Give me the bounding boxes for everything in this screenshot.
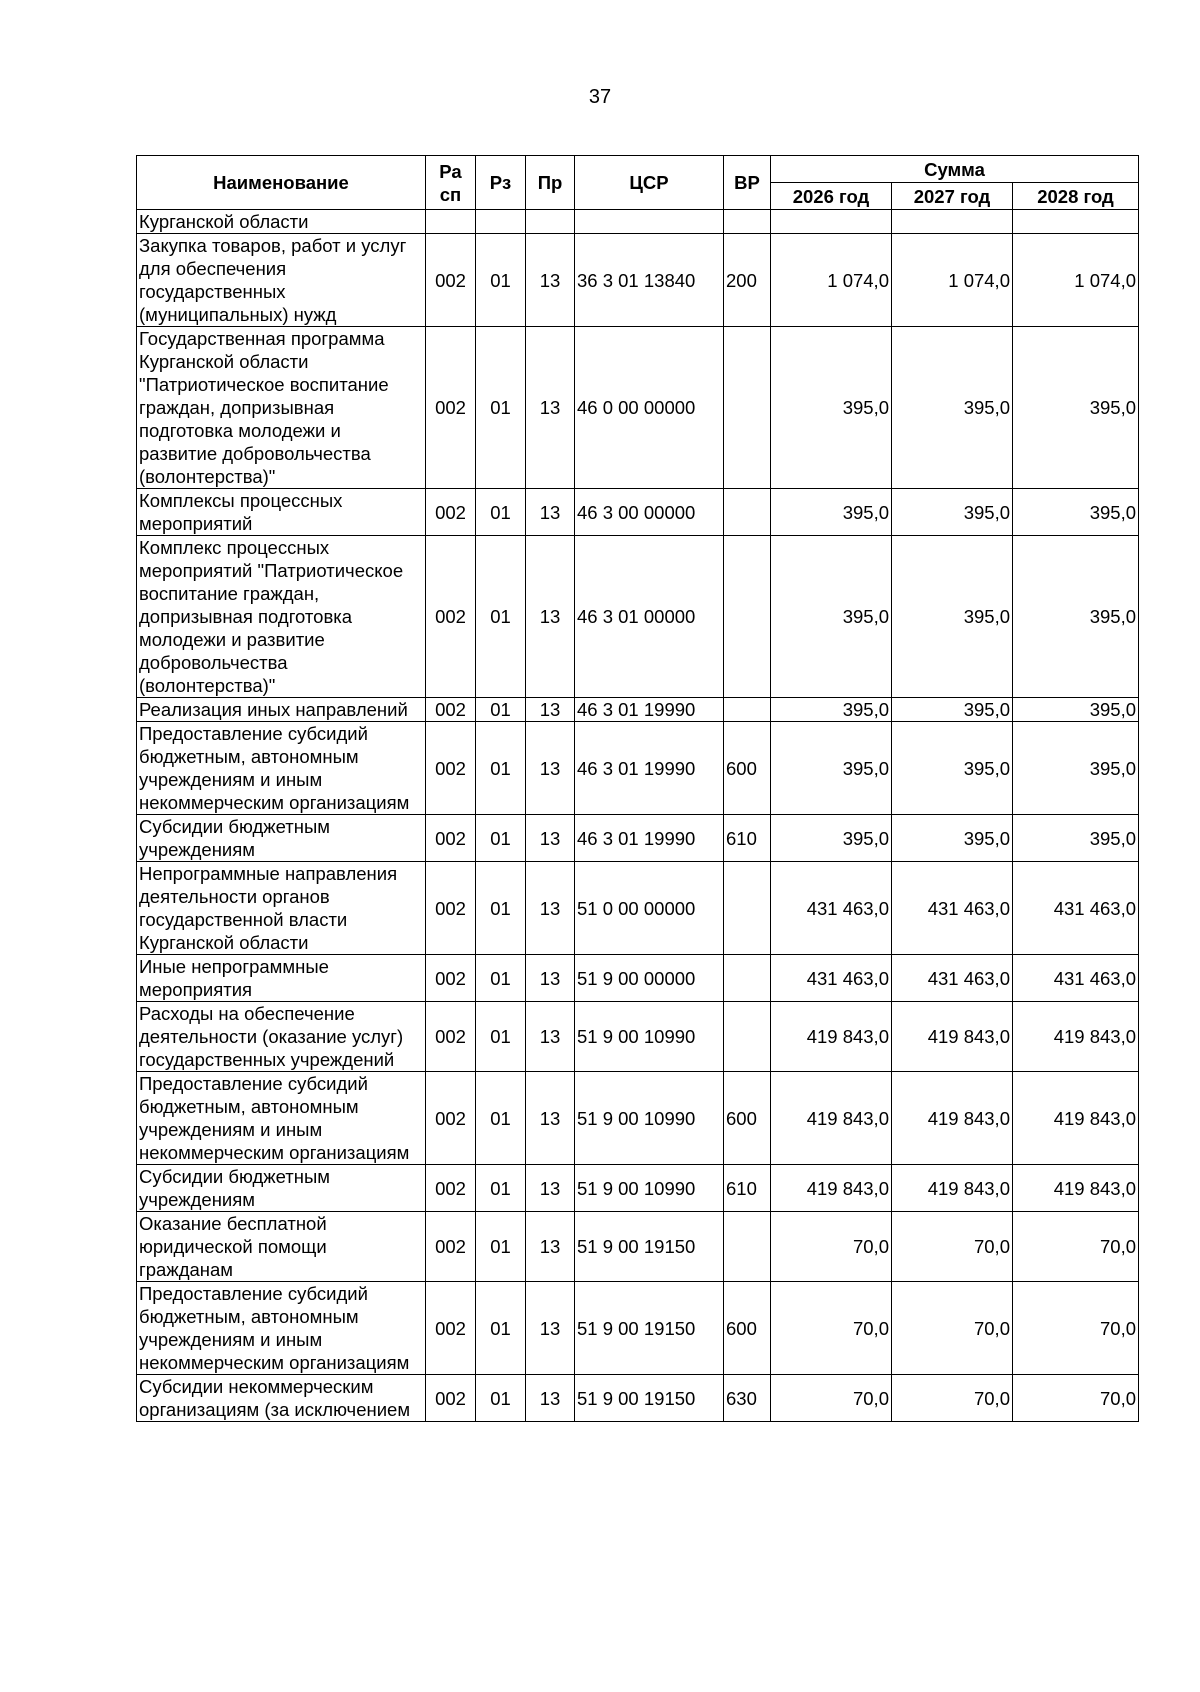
- row-amount-2026: 1 074,0: [771, 234, 892, 327]
- row-vr: 600: [724, 1282, 771, 1375]
- row-csr: 51 9 00 10990: [575, 1002, 724, 1072]
- row-csr: 46 3 01 19990: [575, 698, 724, 722]
- row-amount-2026: 419 843,0: [771, 1165, 892, 1212]
- row-rasp: 002: [426, 862, 476, 955]
- row-amount-2026: 431 463,0: [771, 955, 892, 1002]
- row-amount-2027: 419 843,0: [892, 1165, 1013, 1212]
- header-csr: ЦСР: [575, 156, 724, 210]
- page-number: 37: [588, 86, 612, 108]
- row-rasp: 002: [426, 489, 476, 536]
- row-rz: 01: [476, 327, 526, 489]
- row-rz: 01: [476, 1002, 526, 1072]
- row-csr: 51 9 00 10990: [575, 1072, 724, 1165]
- row-csr: [575, 210, 724, 234]
- row-rasp: 002: [426, 1002, 476, 1072]
- row-pr: 13: [526, 1282, 575, 1375]
- row-amount-2026: 395,0: [771, 722, 892, 815]
- table-row: [137, 1282, 1139, 1375]
- header-year-2027: 2027 год: [892, 183, 1013, 210]
- table-row: [137, 815, 1139, 862]
- row-csr: 51 9 00 19150: [575, 1282, 724, 1375]
- row-vr: 610: [724, 815, 771, 862]
- row-vr: [724, 327, 771, 489]
- row-csr: 51 0 00 00000: [575, 862, 724, 955]
- table-row: [137, 955, 1139, 1002]
- row-pr: 13: [526, 536, 575, 698]
- header-name: Наименование: [137, 156, 426, 210]
- row-csr: 46 3 01 19990: [575, 722, 724, 815]
- row-rz: 01: [476, 698, 526, 722]
- header-year-2026: 2026 год: [771, 183, 892, 210]
- row-amount-2028: [1013, 210, 1139, 234]
- table-row: [137, 1002, 1139, 1072]
- row-rasp: 002: [426, 722, 476, 815]
- row-csr: 51 9 00 10990: [575, 1165, 724, 1212]
- row-name: Расходы на обеспечение деятельности (оказание услуг) государственных учреждений: [137, 1002, 426, 1072]
- row-rz: 01: [476, 1165, 526, 1212]
- row-name: Предоставление субсидий бюджетным, автономным учреждениям и иным некоммерческим организациям: [137, 722, 426, 815]
- row-amount-2028: 395,0: [1013, 722, 1139, 815]
- row-rasp: 002: [426, 1212, 476, 1282]
- row-amount-2027: 431 463,0: [892, 862, 1013, 955]
- row-pr: [526, 210, 575, 234]
- header-pr: Пр: [526, 156, 575, 210]
- row-rasp: 002: [426, 955, 476, 1002]
- row-pr: 13: [526, 862, 575, 955]
- row-pr: 13: [526, 327, 575, 489]
- row-pr: 13: [526, 1165, 575, 1212]
- row-csr: 46 3 01 00000: [575, 536, 724, 698]
- row-amount-2028: 419 843,0: [1013, 1072, 1139, 1165]
- row-amount-2027: 70,0: [892, 1375, 1013, 1422]
- row-amount-2028: 395,0: [1013, 536, 1139, 698]
- row-amount-2028: 395,0: [1013, 698, 1139, 722]
- row-amount-2026: 70,0: [771, 1375, 892, 1422]
- table-row: [137, 722, 1139, 815]
- row-amount-2026: 395,0: [771, 536, 892, 698]
- header-year-2028: 2028 год: [1013, 183, 1139, 210]
- row-csr: 51 9 00 19150: [575, 1375, 724, 1422]
- row-rasp: 002: [426, 815, 476, 862]
- row-vr: [724, 210, 771, 234]
- row-name: Субсидии некоммерческим организациям (за исключением: [137, 1375, 426, 1422]
- row-pr: 13: [526, 1212, 575, 1282]
- row-rasp: 002: [426, 536, 476, 698]
- row-name: Оказание бесплатной юридической помощи гражданам: [137, 1212, 426, 1282]
- row-rasp: 002: [426, 1375, 476, 1422]
- row-pr: 13: [526, 722, 575, 815]
- row-csr: 46 3 00 00000: [575, 489, 724, 536]
- row-rasp: 002: [426, 1072, 476, 1165]
- row-amount-2028: 431 463,0: [1013, 955, 1139, 1002]
- row-rasp: [426, 210, 476, 234]
- row-vr: [724, 862, 771, 955]
- row-vr: [724, 489, 771, 536]
- row-amount-2026: 395,0: [771, 698, 892, 722]
- row-amount-2028: 431 463,0: [1013, 862, 1139, 955]
- row-amount-2026: 395,0: [771, 327, 892, 489]
- row-vr: 200: [724, 234, 771, 327]
- row-rasp: 002: [426, 234, 476, 327]
- header-rasp: Ра сп: [426, 156, 476, 210]
- row-amount-2027: 419 843,0: [892, 1002, 1013, 1072]
- row-pr: 13: [526, 815, 575, 862]
- header-vr: ВР: [724, 156, 771, 210]
- row-amount-2027: 395,0: [892, 327, 1013, 489]
- row-name: Субсидии бюджетным учреждениям: [137, 1165, 426, 1212]
- row-rz: 01: [476, 489, 526, 536]
- table-row: [137, 489, 1139, 536]
- header-sum: Сумма: [771, 156, 1139, 183]
- row-name: Непрограммные направления деятельности органов государственной власти Курганской области: [137, 862, 426, 955]
- row-name: Предоставление субсидий бюджетным, автономным учреждениям и иным некоммерческим организациям: [137, 1072, 426, 1165]
- row-rz: 01: [476, 1212, 526, 1282]
- table-row: [137, 1212, 1139, 1282]
- row-rz: [476, 210, 526, 234]
- row-vr: 610: [724, 1165, 771, 1212]
- row-amount-2027: 419 843,0: [892, 1072, 1013, 1165]
- row-pr: 13: [526, 1375, 575, 1422]
- row-name: Комплекс процессных мероприятий "Патриотическое воспитание граждан, допризывная подготовка молодежи и развитие добровольчества (волонтерства)": [137, 536, 426, 698]
- table-header: [137, 156, 1139, 210]
- row-csr: 46 3 01 19990: [575, 815, 724, 862]
- row-rz: 01: [476, 1072, 526, 1165]
- row-amount-2027: 395,0: [892, 489, 1013, 536]
- row-amount-2027: 395,0: [892, 815, 1013, 862]
- table-row: [137, 536, 1139, 698]
- row-name: Закупка товаров, работ и услуг для обеспечения государственных (муниципальных) нужд: [137, 234, 426, 327]
- row-amount-2028: 395,0: [1013, 327, 1139, 489]
- budget-table: [136, 155, 1139, 1422]
- row-amount-2026: 431 463,0: [771, 862, 892, 955]
- row-amount-2027: 1 074,0: [892, 234, 1013, 327]
- table-row: [137, 234, 1139, 327]
- row-rz: 01: [476, 234, 526, 327]
- row-vr: [724, 698, 771, 722]
- row-rz: 01: [476, 722, 526, 815]
- row-amount-2026: 395,0: [771, 815, 892, 862]
- row-csr: 36 3 01 13840: [575, 234, 724, 327]
- row-rz: 01: [476, 1282, 526, 1375]
- row-amount-2028: 419 843,0: [1013, 1165, 1139, 1212]
- row-rasp: 002: [426, 1165, 476, 1212]
- row-amount-2028: 70,0: [1013, 1282, 1139, 1375]
- row-rz: 01: [476, 815, 526, 862]
- row-amount-2027: 395,0: [892, 536, 1013, 698]
- row-amount-2028: 395,0: [1013, 815, 1139, 862]
- row-amount-2028: 70,0: [1013, 1375, 1139, 1422]
- row-csr: 51 9 00 19150: [575, 1212, 724, 1282]
- row-rz: 01: [476, 536, 526, 698]
- row-rz: 01: [476, 955, 526, 1002]
- table-row: [137, 1072, 1139, 1165]
- row-name: Комплексы процессных мероприятий: [137, 489, 426, 536]
- row-amount-2028: 419 843,0: [1013, 1002, 1139, 1072]
- row-name: Иные непрограммные мероприятия: [137, 955, 426, 1002]
- row-amount-2027: 395,0: [892, 722, 1013, 815]
- header-rz: Рз: [476, 156, 526, 210]
- row-amount-2026: 395,0: [771, 489, 892, 536]
- row-amount-2028: 70,0: [1013, 1212, 1139, 1282]
- table-row: [137, 1165, 1139, 1212]
- row-pr: 13: [526, 489, 575, 536]
- row-vr: 600: [724, 1072, 771, 1165]
- row-amount-2027: 395,0: [892, 698, 1013, 722]
- row-amount-2028: 1 074,0: [1013, 234, 1139, 327]
- row-amount-2026: 419 843,0: [771, 1002, 892, 1072]
- row-vr: [724, 1002, 771, 1072]
- table-row: [137, 327, 1139, 489]
- row-amount-2028: 395,0: [1013, 489, 1139, 536]
- row-vr: [724, 536, 771, 698]
- row-name: Субсидии бюджетным учреждениям: [137, 815, 426, 862]
- row-csr: 46 0 00 00000: [575, 327, 724, 489]
- row-pr: 13: [526, 1002, 575, 1072]
- row-amount-2027: [892, 210, 1013, 234]
- table-row: [137, 1375, 1139, 1422]
- row-amount-2027: 70,0: [892, 1212, 1013, 1282]
- row-amount-2026: 419 843,0: [771, 1072, 892, 1165]
- row-pr: 13: [526, 698, 575, 722]
- row-name: Государственная программа Курганской области "Патриотическое воспитание граждан, допризывная подготовка молодежи и развитие добровольчества (волонтерства)": [137, 327, 426, 489]
- row-vr: [724, 1212, 771, 1282]
- row-amount-2026: [771, 210, 892, 234]
- row-pr: 13: [526, 1072, 575, 1165]
- row-name: Реализация иных направлений: [137, 698, 426, 722]
- row-amount-2026: 70,0: [771, 1282, 892, 1375]
- row-rasp: 002: [426, 1282, 476, 1375]
- row-amount-2026: 70,0: [771, 1212, 892, 1282]
- table-row: [137, 862, 1139, 955]
- row-rasp: 002: [426, 698, 476, 722]
- row-rasp: 002: [426, 327, 476, 489]
- row-amount-2027: 431 463,0: [892, 955, 1013, 1002]
- table-body: [137, 210, 1139, 1422]
- row-name: Предоставление субсидий бюджетным, автономным учреждениям и иным некоммерческим организациям: [137, 1282, 426, 1375]
- row-csr: 51 9 00 00000: [575, 955, 724, 1002]
- row-vr: 600: [724, 722, 771, 815]
- row-pr: 13: [526, 234, 575, 327]
- table-row: [137, 210, 1139, 234]
- row-name: Курганской области: [137, 210, 426, 234]
- row-pr: 13: [526, 955, 575, 1002]
- row-rz: 01: [476, 862, 526, 955]
- table-row: [137, 698, 1139, 722]
- row-vr: [724, 955, 771, 1002]
- row-rz: 01: [476, 1375, 526, 1422]
- row-amount-2027: 70,0: [892, 1282, 1013, 1375]
- row-vr: 630: [724, 1375, 771, 1422]
